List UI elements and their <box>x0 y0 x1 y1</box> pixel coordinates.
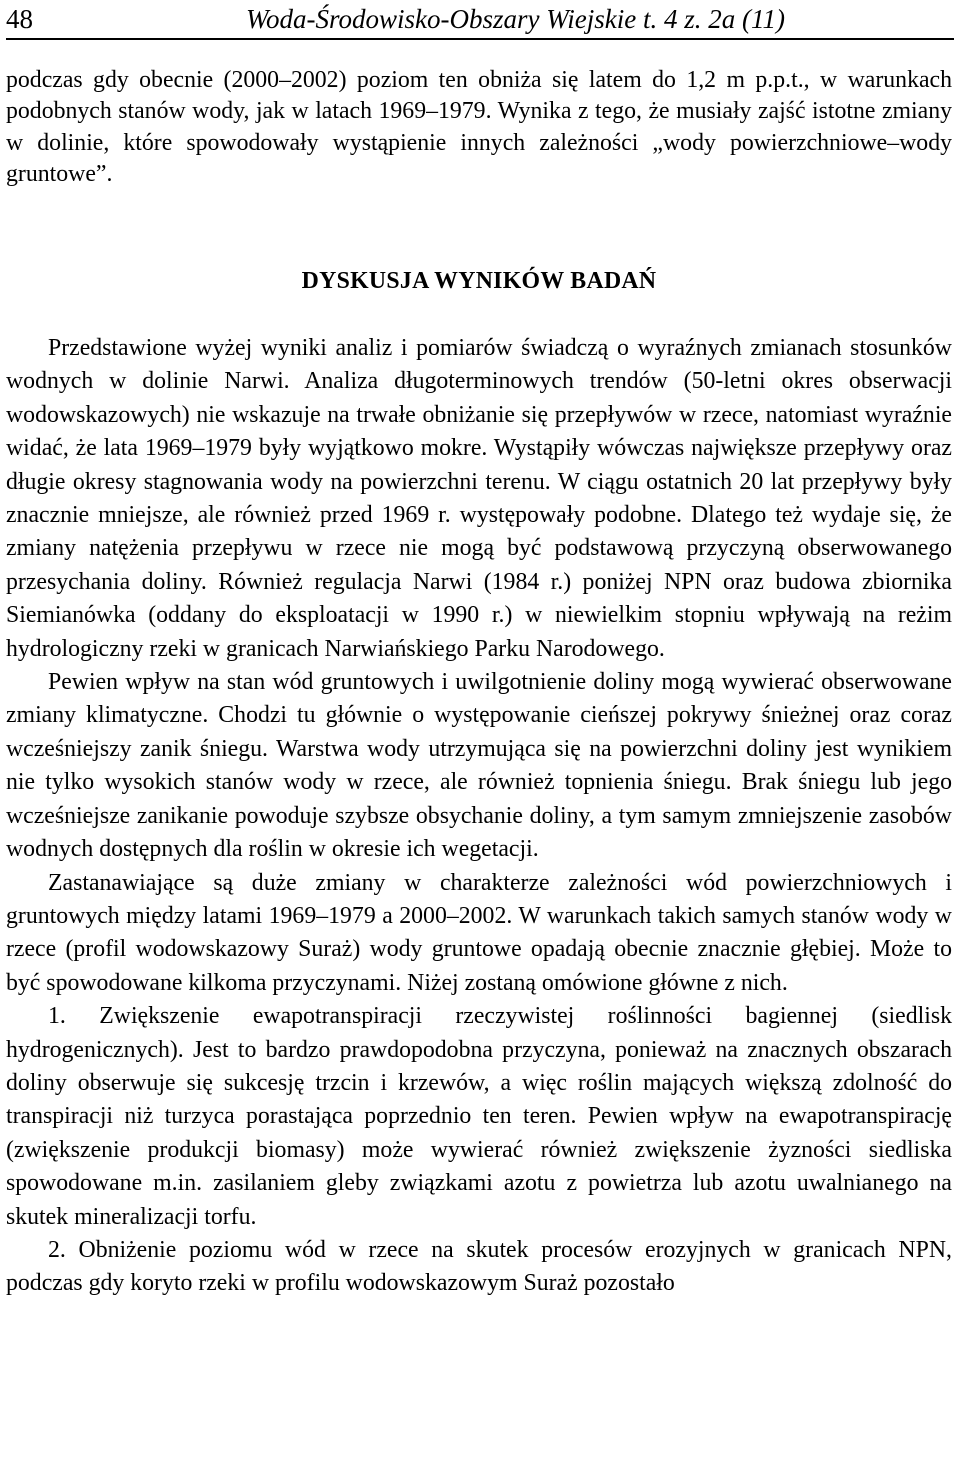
section-heading: DYSKUSJA WYNIKÓW BADAŃ <box>301 268 657 294</box>
intro-text-block <box>6 65 952 190</box>
page-number: 48 <box>6 4 33 34</box>
running-header <box>6 2 954 36</box>
journal-title: Woda-Środowisko-Obszary Wiejskie t. 4 z. 2a (11) <box>246 4 785 34</box>
header-divider <box>6 38 954 40</box>
section-paragraph-4: 1. Zwiększenie ewapotranspiracji rzeczywistej roślinności bagiennej (siedlisk hydrogenicznych). Jest to bardzo prawdopodobna przyczyna, ponieważ na znacznych obszarach doliny obserwuje się sukcesję trzcin i krzewów, a więc roślin mających większą zdolność do transpiracji niż turzyca porastająca poprzednio ten teren. Pewien wpływ na ewapotranspirację (zwiększenie produkcji biomasy) może wywierać również zwiększenie żyzności siedliska spowodowane m.in. zasilaniem gleby związkami azotu z powietrza lub azotu uwalnianego na skutek mineralizacji torfu. <box>6 1003 952 1230</box>
section-paragraph-1: Przedstawione wyżej wyniki analiz i pomiarów świadczą o wyraźnych zmianach stosunków wodnych w dolinie Narwi. Analiza długoterminowych trendów (50-letni okres obserwacji wodowskazowych) nie wskazuje na trwałe obniżanie się przepływów w rzece, natomiast wyraźnie widać, że lata 1969–1979 były wyjątkowo mokre. Wystąpiły wówczas największe przepływy oraz długie okresy stagnowania wody na powierzchni terenu. W ciągu ostatnich 20 lat przepływy były znacznie mniejsze, ale również przed 1969 r. występowały podobne. Dlatego też wydaje się, że zmiany natężenia przepływu w rzece nie mogą być podstawową przyczyną obserwowanego przesychania doliny. Również regulacja Narwi (1984 r.) poniżej NPN oraz budowa zbiornika Siemianówka (oddany do eksploatacji w 1990 r.) w niewielkim stopniu wpływają na reżim hydrologiczny rzeki w granicach Narwiańskiego Parku Narodowego. <box>6 335 952 662</box>
section-paragraph-2: Pewien wpływ na stan wód gruntowych i uwilgotnienie doliny mogą wywierać obserwowane zmiany klimatyczne. Chodzi tu głównie o występowanie cieńszej pokrywy śnieżnej oraz coraz wcześniejszy zanik śniegu. Warstwa wody utrzymująca się na powierzchni doliny jest wynikiem nie tylko wysokich stanów wody w rzece, ale również topnienia śniegu. Brak śniegu lub jego wcześniejsze zanikanie powoduje szybsze obsychanie doliny, a tym samym zmniejszenie zasobów wodnych dostępnych dla roślin w okresie ich wegetacji. <box>6 669 952 863</box>
section-body <box>6 332 952 1301</box>
intro-paragraph: podczas gdy obecnie (2000–2002) poziom ten obniża się latem do 1,2 m p.p.t., w warunkach podobnych stanów wody, jak w latach 1969–1979. Wynika z tego, że musiały zajść istotne zmiany w dolinie, które spowodowały wystąpienie innych zależności „wody powierzchniowe–wody gruntowe”. <box>6 67 952 187</box>
section-paragraph-5: 2. Obniżenie poziomu wód w rzece na skutek procesów erozyjnych w granicach NPN, podczas gdy koryto rzeki w profilu wodowskazowym Suraż pozostało <box>6 1236 952 1297</box>
section-paragraph-3: Zastanawiające są duże zmiany w charakterze zależności wód powierzchniowych i gruntowych między latami 1969–1979 a 2000–2002. W warunkach takich samych stanów wody w rzece (profil wodowskazowy Suraż) wody gruntowe opadają obecnie znacznie głębiej. Może to być spowodowane kilkoma przyczynami. Niżej zostaną omówione główne z nich. <box>6 869 952 996</box>
